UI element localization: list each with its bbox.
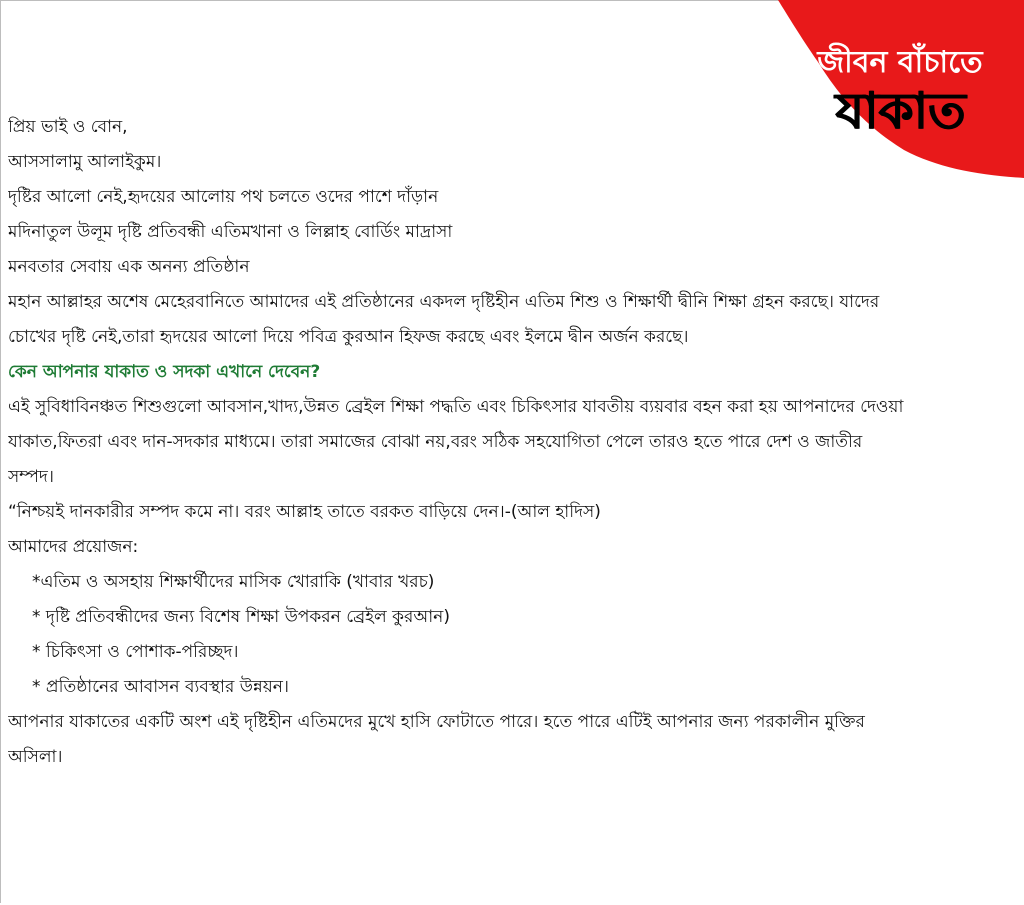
needs-heading: আমাদের প্রয়োজন:	[8, 537, 139, 557]
badge-subtitle: জীবন বাঁচাতে	[817, 45, 983, 80]
intro-line-1: মহান আল্লাহর অশেষ মেহেরবানিতে আমাদের এই প্রতিষ্ঠানের একদল দৃষ্টিহীন এতিম শিশু ও শিক্ষার্থী দ্বীনি শিক্ষা গ্রহন করছে। যাদের	[8, 292, 880, 312]
hadith-quote: “নিশ্চয়ই দানকারীর সম্পদ কমে না। বরং আল্লাহ তাতে বরকত বাড়িয়ে দেন।-(আল হাদিস)	[8, 502, 601, 522]
closing-line-1: আপনার যাকাতের একটি অংশ এই দৃষ্টিহীন এতিমদের মুখে হাসি ফোটাতে পারে। হতে পারে এটিই আপনার জন্য পরকালীন মুক্তির	[8, 712, 865, 732]
salam: আসসালামু আলাইকুম।	[8, 152, 162, 172]
closing-line-2: অসিলা।	[8, 747, 63, 767]
motto: মনবতার সেবায় এক অনন্য প্রতিষ্ঠান	[8, 257, 250, 277]
tagline: দৃষ্টির আলো নেই,হৃদয়ের আলোয় পথ চলতে ওদের পাশে দাঁড়ান	[8, 187, 439, 207]
letter-body	[8, 110, 1013, 775]
need-item: *এতিম ও অসহায় শিক্ষার্থীদের মাসিক খোরাকি (খাবার খরচ)	[32, 572, 435, 592]
intro-line-2: চোখের দৃষ্টি নেই,তারা হৃদয়ের আলো দিয়ে পবিত্র কুরআন হিফজ করছে এবং ইলমে দ্বীন অর্জন করছে।	[8, 327, 689, 347]
why-line-1: এই সুবিধাবিনঞ্চত শিশুগুলো আবসান,খাদ্য,উন্নত ব্রেইল শিক্ষা পদ্ধতি এবং চিকিৎসার যাবতীয় ব্যয়বার বহন করা হয় আপনাদের দেওয়া	[8, 397, 904, 417]
badge-title: যাকাত	[834, 82, 966, 140]
institution-name: মদিনাতুল উলূম দৃষ্টি প্রতিবন্ধী এতিমখানা ও লিল্লাহ বোর্ডিং মাদ্রাসা	[8, 222, 453, 242]
why-line-2: যাকাত,ফিতরা এবং দান-সদকার মাধ্যমে। তারা সমাজের বোঝা নয়,বরং সঠিক সহযোগিতা পেলে তারও হতে পারে দেশ ও জাতীর	[8, 432, 863, 452]
greeting: প্রিয় ভাই ও বোন,	[8, 117, 128, 137]
need-item: * চিকিৎসা ও পোশাক-পরিচ্ছদ।	[32, 642, 239, 662]
why-heading: কেন আপনার যাকাত ও সদকা এখানে দেবেন?	[8, 362, 321, 382]
need-item: * দৃষ্টি প্রতিবন্ধীদের জন্য বিশেষ শিক্ষা উপকরন ব্রেইল কুরআন)	[32, 607, 450, 627]
need-item: * প্রতিষ্ঠানের আবাসন ব্যবস্থার উন্নয়ন।	[32, 677, 289, 697]
why-line-3: সম্পদ।	[8, 467, 54, 487]
